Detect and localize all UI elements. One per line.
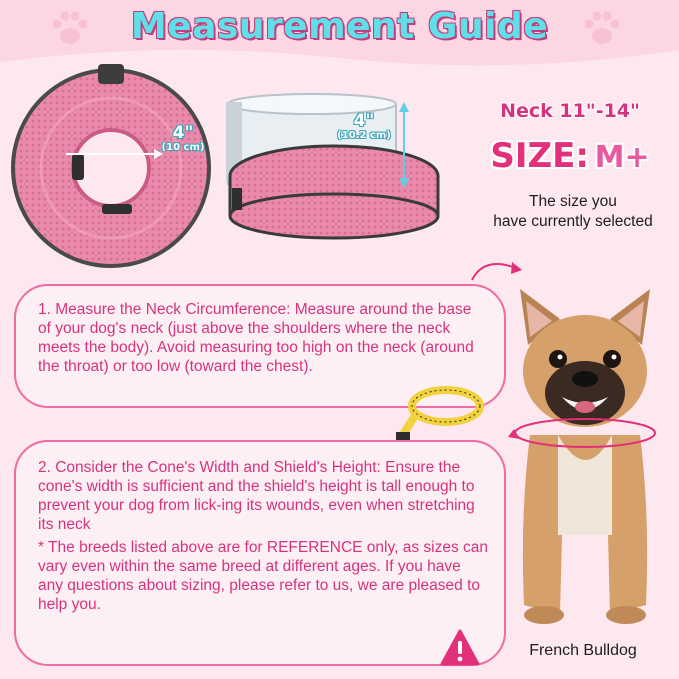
size-label: SIZE: [490,136,590,176]
inner-diameter-label: 4" (10 cm) [161,123,205,153]
neck-range: Neck 11"-14" [500,100,640,122]
warning-icon [440,628,480,668]
step2-box [14,440,506,666]
step1-text: 1. Measure the Neck Circumference: Measure around the base of your dog's neck (just above the shoulders where the neck meets the body). Avoid measuring too high on the neck (around the throat) or too low (toward the chest). [38,301,474,375]
breed-label: French Bulldog [529,642,637,659]
page-title: Measurement Guide [130,6,549,47]
cone-top-view-image [6,58,216,270]
size-indicator [466,136,674,176]
step2-text: 2. Consider the Cone's Width and Shield's Height: Ensure the cone's width is sufficient and the shield's height is tall enough to prevent your dog from lick-ing its wounds, even when stretching its neck [38,459,475,533]
size-value: M+ [594,140,650,175]
selected-size-note: The size you have currently selected [493,193,653,230]
reference-note: * The breeds listed above are for REFERENCE only, as sizes can vary even within the same breed at different ages. If you have any questions about sizing, please refer to us, we are pleased to help you. [38,539,488,613]
curved-arrow-icon [466,250,526,286]
french-bulldog-image [500,285,670,635]
measuring-tape-icon [394,384,486,444]
shield-height-label: 4" (10.2 cm) [337,111,391,141]
